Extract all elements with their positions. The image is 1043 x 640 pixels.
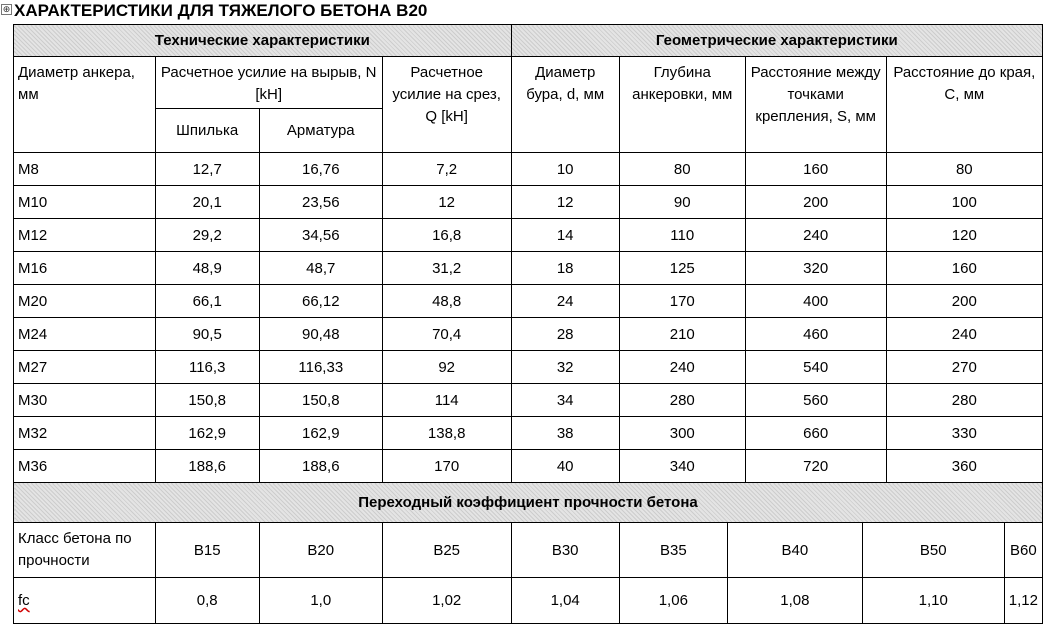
drill-diameter-value: 40 (511, 450, 619, 483)
table-row (14, 417, 1043, 450)
shear-force-header: Расчетное усилие на срез, Q [kH] (382, 57, 511, 153)
depth-value: 210 (619, 318, 745, 351)
spacing-value: 560 (745, 384, 886, 417)
rebar-subheader: Арматура (259, 109, 382, 153)
table-row (14, 285, 1043, 318)
depth-value: 300 (619, 417, 745, 450)
stud-value: 66,1 (155, 285, 259, 318)
stud-subheader: Шпилька (155, 109, 259, 153)
drill-diameter-value: 14 (511, 219, 619, 252)
drill-diameter-value: 18 (511, 252, 619, 285)
rebar-value: 116,33 (259, 351, 382, 384)
drill-diameter-value: 28 (511, 318, 619, 351)
spacing-value: 240 (745, 219, 886, 252)
fc-label: fc (18, 592, 30, 609)
stud-value: 90,5 (155, 318, 259, 351)
spacing-value: 460 (745, 318, 886, 351)
anchor-size: M36 (14, 450, 156, 483)
anchor-diameter-header: Диаметр анкера, мм (14, 57, 156, 153)
anchor-size: M16 (14, 252, 156, 285)
anchor-size: M30 (14, 384, 156, 417)
table-row (14, 318, 1043, 351)
page-title: ХАРАКТЕРИСТИКИ ДЛЯ ТЯЖЕЛОГО БЕТОНА В20 (14, 1, 428, 20)
stud-value: 150,8 (155, 384, 259, 417)
stud-value: 29,2 (155, 219, 259, 252)
spacing-value: 540 (745, 351, 886, 384)
drill-diameter-value: 34 (511, 384, 619, 417)
rebar-value: 162,9 (259, 417, 382, 450)
edge-value: 360 (886, 450, 1042, 483)
fc-value: 1,02 (382, 578, 511, 624)
concrete-class-row (14, 523, 1043, 578)
edge-value: 200 (886, 285, 1042, 318)
shear-value: 12 (382, 186, 511, 219)
concrete-class-value: B20 (259, 523, 382, 578)
edge-value: 270 (886, 351, 1042, 384)
table-row (14, 219, 1043, 252)
stud-value: 116,3 (155, 351, 259, 384)
shear-value: 170 (382, 450, 511, 483)
fc-value: 1,12 (1004, 578, 1042, 624)
depth-value: 90 (619, 186, 745, 219)
table-row (14, 450, 1043, 483)
drill-diameter-value: 24 (511, 285, 619, 318)
fc-row (14, 578, 1043, 624)
stud-value: 20,1 (155, 186, 259, 219)
shear-value: 7,2 (382, 153, 511, 186)
fc-value: 1,0 (259, 578, 382, 624)
depth-value: 125 (619, 252, 745, 285)
table-row (14, 153, 1043, 186)
concrete-class-value: B30 (511, 523, 619, 578)
fc-value: 1,08 (727, 578, 862, 624)
spacing-value: 320 (745, 252, 886, 285)
spacing-value: 400 (745, 285, 886, 318)
depth-value: 280 (619, 384, 745, 417)
table-row (14, 384, 1043, 417)
fc-value: 1,04 (511, 578, 619, 624)
depth-value: 80 (619, 153, 745, 186)
depth-value: 340 (619, 450, 745, 483)
shear-value: 16,8 (382, 219, 511, 252)
edge-value: 240 (886, 318, 1042, 351)
shear-value: 70,4 (382, 318, 511, 351)
drill-diameter-value: 32 (511, 351, 619, 384)
characteristics-table (13, 24, 1043, 624)
anchor-size: M10 (14, 186, 156, 219)
drill-diameter-value: 38 (511, 417, 619, 450)
anchor-size: M32 (14, 417, 156, 450)
rebar-value: 23,56 (259, 186, 382, 219)
spacing-value: 720 (745, 450, 886, 483)
stud-value: 188,6 (155, 450, 259, 483)
concrete-class-value: B40 (727, 523, 862, 578)
edge-value: 100 (886, 186, 1042, 219)
anchor-size: M20 (14, 285, 156, 318)
fc-value: 1,06 (619, 578, 727, 624)
anchor-size: M27 (14, 351, 156, 384)
tech-characteristics-header: Технические характеристики (14, 25, 512, 57)
rebar-value: 48,7 (259, 252, 382, 285)
table-row (14, 186, 1043, 219)
spacing-header: Расстояние между точками крепления, S, мм (745, 57, 886, 153)
spacing-value: 660 (745, 417, 886, 450)
pullout-force-header: Расчетное усилие на вырыв, N [kH] (155, 57, 382, 109)
spacing-value: 200 (745, 186, 886, 219)
transition-coefficient-header: Переходный коэффициент прочности бетона (14, 483, 1043, 523)
edge-value: 120 (886, 219, 1042, 252)
depth-value: 240 (619, 351, 745, 384)
rebar-value: 188,6 (259, 450, 382, 483)
fc-value: 0,8 (155, 578, 259, 624)
anchoring-depth-header: Глубина анкеровки, мм (619, 57, 745, 153)
table-row (14, 351, 1043, 384)
shear-value: 48,8 (382, 285, 511, 318)
drill-diameter-value: 10 (511, 153, 619, 186)
table-move-handle-icon[interactable]: ⊕ (2, 4, 11, 14)
table-row (14, 252, 1043, 285)
edge-value: 80 (886, 153, 1042, 186)
anchor-size: M8 (14, 153, 156, 186)
stud-value: 12,7 (155, 153, 259, 186)
stud-value: 162,9 (155, 417, 259, 450)
stud-value: 48,9 (155, 252, 259, 285)
concrete-class-value: B35 (619, 523, 727, 578)
edge-distance-header: Расстояние до края, С, мм (886, 57, 1042, 153)
depth-value: 170 (619, 285, 745, 318)
rebar-value: 90,48 (259, 318, 382, 351)
fc-value: 1,10 (862, 578, 1004, 624)
edge-value: 160 (886, 252, 1042, 285)
rebar-value: 34,56 (259, 219, 382, 252)
anchor-size: M24 (14, 318, 156, 351)
edge-value: 280 (886, 384, 1042, 417)
concrete-class-value: B60 (1004, 523, 1042, 578)
concrete-class-value: B25 (382, 523, 511, 578)
spacing-value: 160 (745, 153, 886, 186)
geom-characteristics-header: Геометрические характеристики (511, 25, 1042, 57)
anchor-size: M12 (14, 219, 156, 252)
shear-value: 92 (382, 351, 511, 384)
depth-value: 110 (619, 219, 745, 252)
concrete-class-label: Класс бетона по прочности (14, 523, 156, 578)
shear-value: 114 (382, 384, 511, 417)
edge-value: 330 (886, 417, 1042, 450)
drill-diameter-value: 12 (511, 186, 619, 219)
rebar-value: 150,8 (259, 384, 382, 417)
fc-label-cell (14, 578, 156, 624)
drill-diameter-header: Диаметр бура, d, мм (511, 57, 619, 153)
concrete-class-value: B50 (862, 523, 1004, 578)
shear-value: 31,2 (382, 252, 511, 285)
shear-value: 138,8 (382, 417, 511, 450)
concrete-class-value: B15 (155, 523, 259, 578)
rebar-value: 16,76 (259, 153, 382, 186)
rebar-value: 66,12 (259, 285, 382, 318)
